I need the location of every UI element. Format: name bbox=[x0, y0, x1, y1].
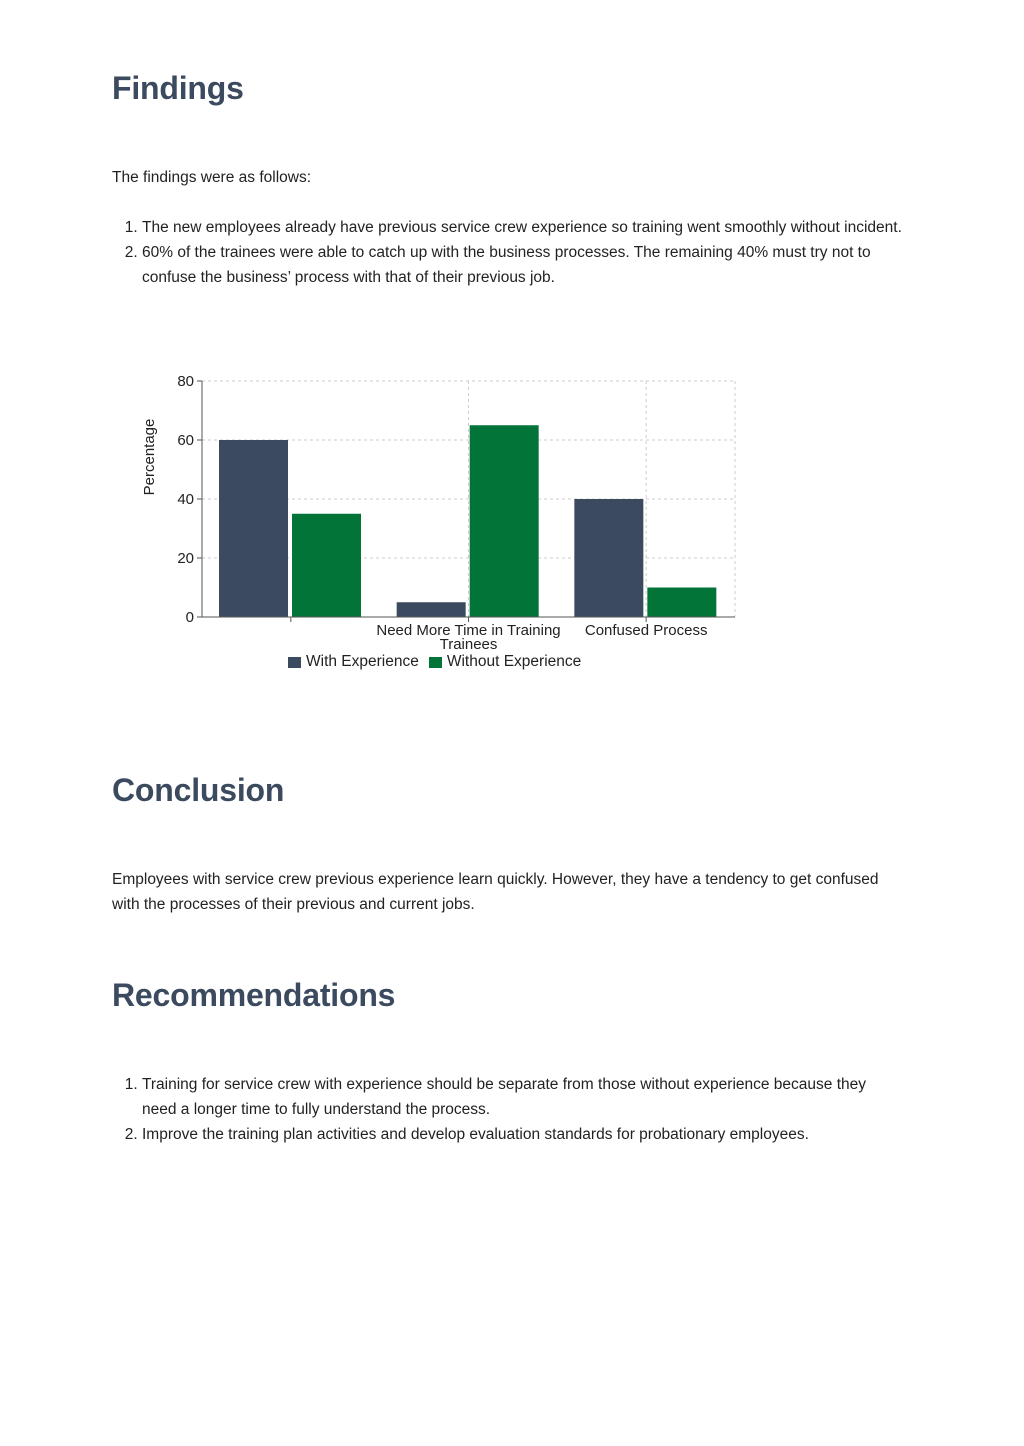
legend-label: Without Experience bbox=[446, 653, 582, 670]
recommendations-heading: Recommendations bbox=[112, 977, 396, 1013]
bar-chart bbox=[135, 365, 755, 685]
findings-heading: Findings bbox=[112, 70, 244, 106]
y-tick-label: 60 bbox=[177, 432, 194, 449]
y-tick-label: 20 bbox=[177, 550, 194, 567]
conclusion-heading: Conclusion bbox=[112, 772, 285, 808]
y-tick-label: 80 bbox=[177, 373, 194, 390]
legend-item-without-experience bbox=[429, 653, 581, 671]
legend-swatch-with-experience bbox=[288, 657, 301, 668]
y-axis-label: Percentage bbox=[141, 418, 158, 496]
bar-with-experience bbox=[397, 602, 466, 617]
x-tick-label: Confused Process bbox=[584, 622, 708, 639]
legend-swatch-without-experience bbox=[429, 657, 442, 668]
y-tick-label: 0 bbox=[185, 609, 194, 626]
findings-intro: The findings were as follows: bbox=[112, 169, 312, 186]
findings-list bbox=[112, 215, 902, 290]
bar-with-experience bbox=[219, 440, 288, 617]
bar-chart-svg bbox=[135, 365, 755, 665]
bar-without-experience bbox=[470, 425, 539, 617]
x-tick-label: Need More Time in Training Trainees bbox=[376, 622, 561, 653]
recommendation-item: 2. Improve the training plan activities and develop evaluation standards for probationary employees. bbox=[142, 1122, 902, 1147]
findings-item: 2. 60% of the trainees were able to catch up with the business processes. The remaining 40% must try not to confuse the business’ process with that of their previous job. bbox=[142, 240, 902, 290]
chart-legend bbox=[288, 653, 591, 671]
conclusion-text: Employees with service crew previous experience learn quickly. However, they have a tendency to get confused with the processes of their previous and current jobs. bbox=[112, 871, 879, 913]
legend-item-with-experience bbox=[288, 653, 419, 671]
bar-without-experience bbox=[292, 514, 361, 617]
bar-without-experience bbox=[647, 588, 716, 618]
y-tick-label: 40 bbox=[177, 491, 194, 508]
legend-label: With Experience bbox=[306, 653, 419, 670]
findings-item: 1. The new employees already have previous service crew experience so training went smoothly without incident. bbox=[142, 215, 902, 240]
bar-with-experience bbox=[574, 499, 643, 617]
recommendation-item: 1. Training for service crew with experience should be separate from those without experience because they need a longer time to fully understand the process. bbox=[142, 1072, 902, 1122]
recommendations-list bbox=[112, 1072, 902, 1147]
